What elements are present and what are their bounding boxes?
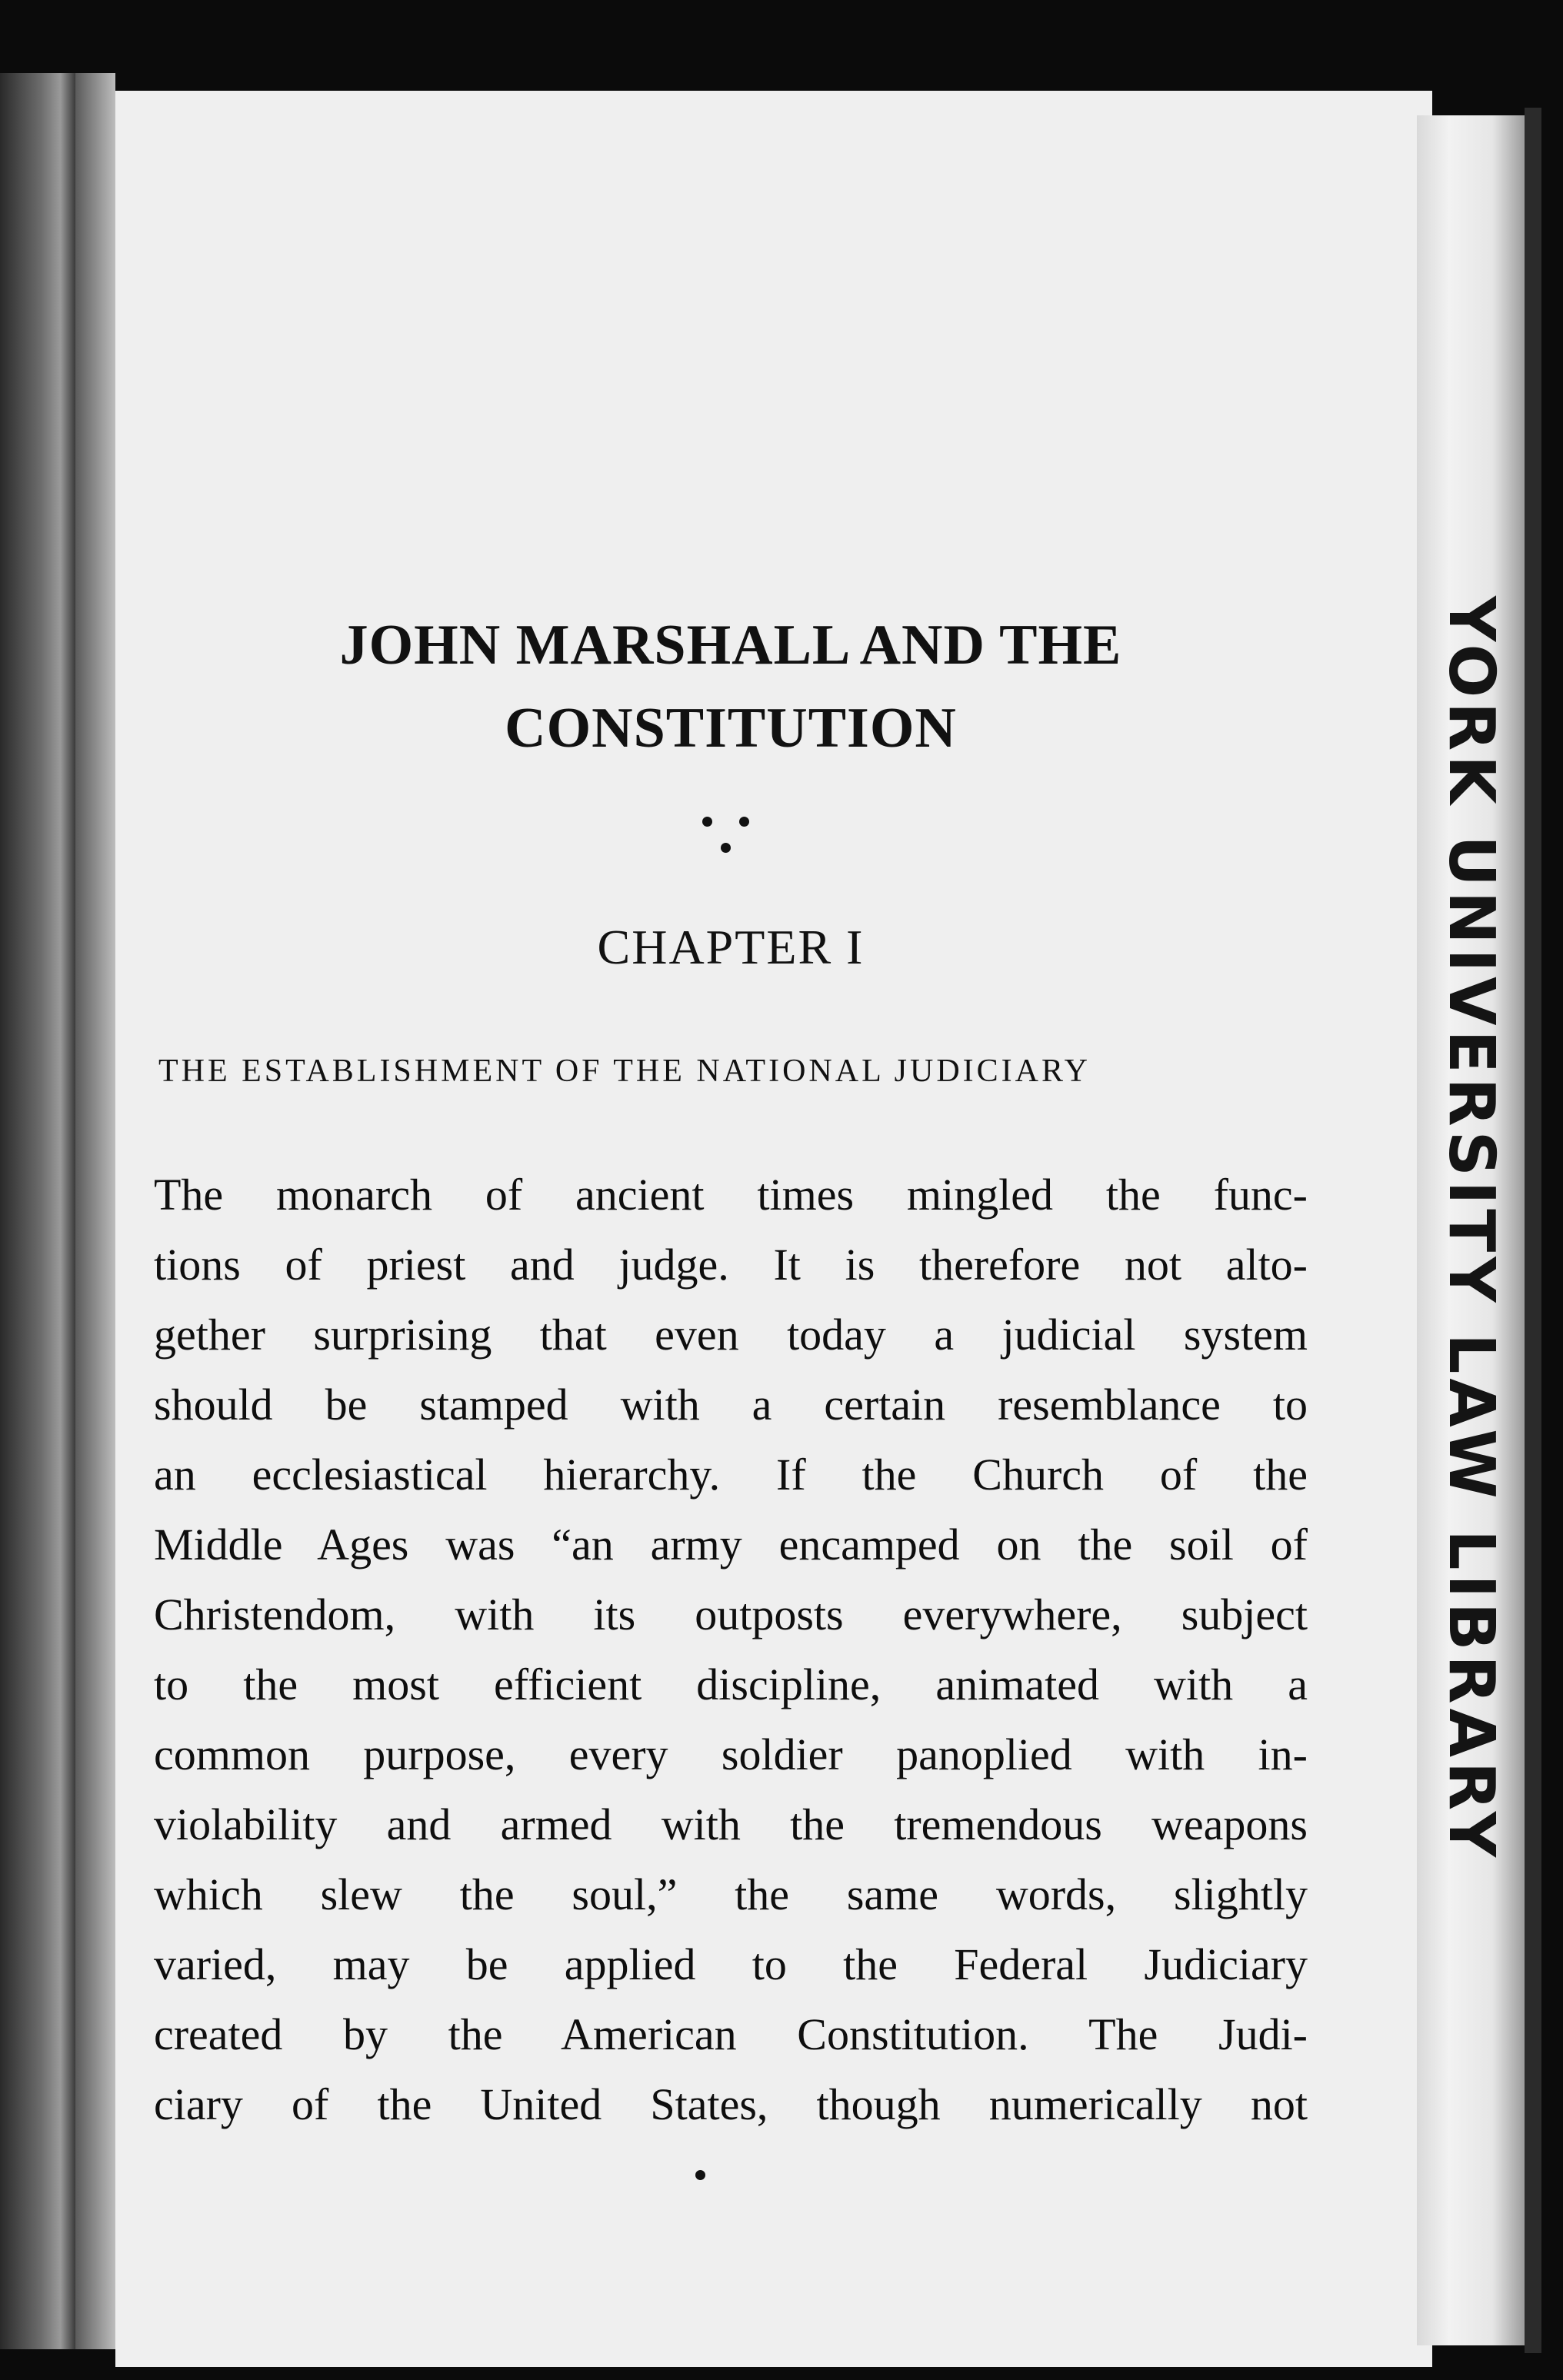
text-line: ciary of the United States, though numerically not — [154, 2079, 1308, 2129]
library-stamp-text: YORK UNIVERSITY LAW LIBRARY — [1435, 596, 1508, 1862]
ornament-dots — [698, 812, 759, 858]
text-line: an ecclesiastical hierarchy. If the Church of the — [154, 1450, 1308, 1500]
body-paragraph — [154, 1160, 1308, 2139]
text-line: which slew the soul,” the same words, slightly — [154, 1869, 1308, 1919]
text-line: created by the American Constitution. The Judi- — [154, 2009, 1308, 2059]
text-line: varied, may be applied to the Federal Judiciary — [154, 1939, 1308, 1989]
text-line: violability and armed with the tremendous weapons — [154, 1799, 1308, 1849]
book-title-line-1: JOHN MARSHALL AND THE — [339, 614, 1122, 677]
text-line: should be stamped with a certain resemblance to — [154, 1380, 1308, 1430]
text-line: Christendom, with its outposts everywhere, subject — [154, 1589, 1308, 1639]
book-left-edge — [0, 73, 75, 2349]
page-gutter-shadow — [75, 73, 115, 2349]
chapter-subtitle: THE ESTABLISHMENT OF THE NATIONAL JUDICIARY — [158, 1054, 1091, 1089]
text-line: to the most efficient discipline, animated with a — [154, 1659, 1308, 1709]
book-title-line-2: CONSTITUTION — [505, 697, 957, 760]
text-line: Middle Ages was “an army encamped on the soil of — [154, 1520, 1308, 1569]
text-line: gether surprising that even today a judicial system — [154, 1310, 1308, 1360]
chapter-heading: CHAPTER I — [597, 920, 865, 974]
text-line: common purpose, every soldier panoplied with in- — [154, 1729, 1308, 1779]
spine-edge — [1525, 108, 1541, 2353]
text-line: tions of priest and judge. It is therefore not alto- — [154, 1240, 1308, 1290]
page-signature-mark — [695, 2170, 705, 2180]
text-line: The monarch of ancient times mingled the func- — [154, 1170, 1308, 1220]
